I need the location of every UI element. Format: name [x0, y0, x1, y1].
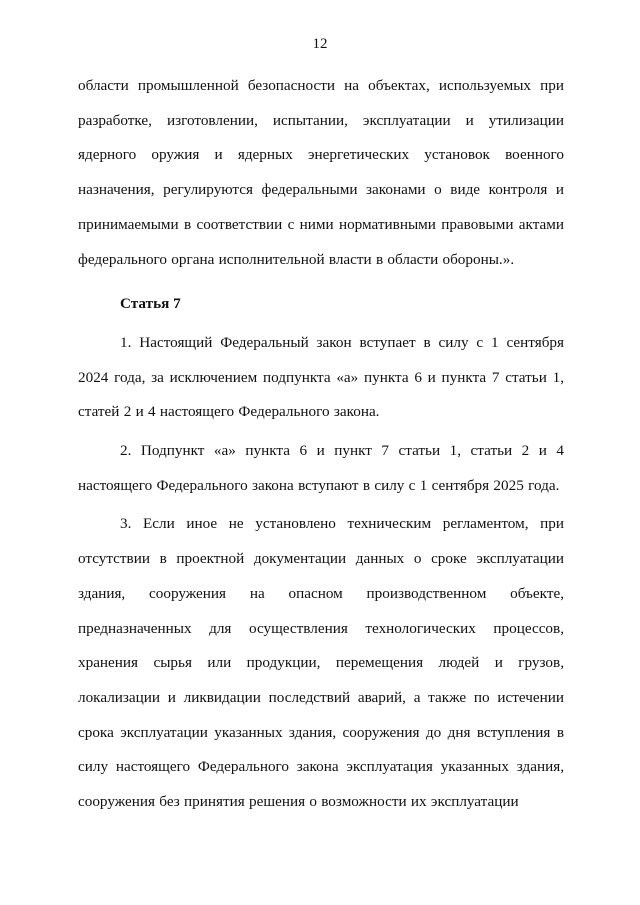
- document-body: [78, 69, 564, 820]
- page-number: 12: [312, 36, 328, 52]
- article-item-1: 1. Настоящий Федеральный закон вступает в силу с 1 сентября 2024 года, за исключением подпункта «а» пункта 6 и пункта 7 статьи 1, статей 2 и 4 настоящего Федерального закона.: [78, 333, 564, 421]
- article-heading: Статья 7: [120, 295, 181, 313]
- article-item-3: 3. Если иное не установлено техническим регламентом, при отсутствии в проектной документации данных о сроке эксплуатации здания, сооружения на опасном производственном объекте, предназначенных для осуществления технологических процессов, хранения сырья или продукции, перемещения людей и грузов, локализации и ликвидации последствий аварий, а также по истечении срока эксплуатации указанных здания, сооружения до дня вступления в силу настоящего Федерального закона эксплуатация указанных здания, сооружения без принятия решения о возможности их эксплуатации: [78, 515, 564, 811]
- continuation-paragraph: области промышленной безопасности на объектах, используемых при разработке, изготовлении, испытании, эксплуатации и утилизации ядерного оружия и ядерных энергетических установок военного назначения, регулируются федеральными законами о виде контроля и принимаемыми в соответствии с ними нормативными правовыми актами федерального органа исполнительной власти в области обороны.».: [78, 77, 564, 268]
- article-item-2: 2. Подпункт «а» пункта 6 и пункт 7 статьи 1, статьи 2 и 4 настоящего Федерального закона вступают в силу с 1 сентября 2025 года.: [78, 442, 564, 494]
